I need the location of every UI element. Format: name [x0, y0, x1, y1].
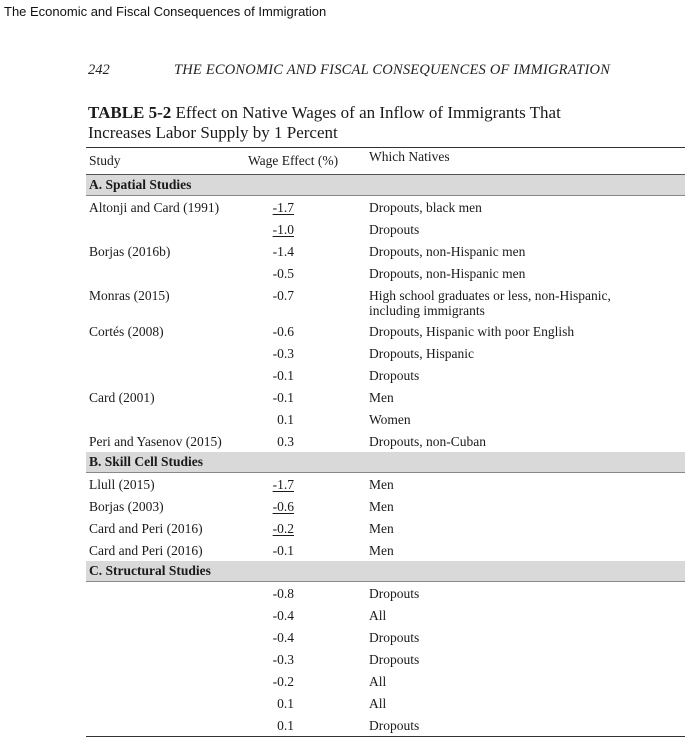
which-natives-cell: High school graduates or less, non-Hispanic, including immigrants — [369, 288, 611, 318]
wage-effect-value: -0.4 — [272, 630, 294, 645]
which-natives-cell: Men — [369, 543, 394, 558]
table-row — [86, 582, 685, 604]
wage-effect-value: 0.3 — [277, 434, 294, 449]
table-row — [86, 495, 685, 517]
table-header-row — [86, 148, 685, 175]
wage-effect-value: -0.1 — [272, 368, 294, 383]
table-bottom-rule — [86, 736, 685, 737]
wage-effect-value: -0.3 — [272, 652, 294, 667]
table-caption — [88, 103, 648, 143]
wage-effect-value: -1.0 — [272, 222, 294, 237]
wage-effect-value: -0.4 — [272, 608, 294, 623]
study-cell: Peri and Yasenov (2015) — [89, 434, 222, 449]
table-row — [86, 342, 685, 364]
which-natives-cell: Dropouts — [369, 652, 420, 667]
section-heading-label: C. Structural Studies — [89, 563, 211, 578]
which-natives-cell: Dropouts — [369, 222, 420, 237]
which-natives-cell: Dropouts, non-Cuban — [369, 434, 486, 449]
which-natives-cell: Dropouts — [369, 630, 420, 645]
which-natives-cell: All — [369, 674, 387, 689]
wage-effect-value: -0.2 — [272, 521, 294, 536]
table-title-line2: Increases Labor Supply by 1 Percent — [88, 123, 338, 142]
wage-effect-value: -0.2 — [272, 674, 294, 689]
which-natives-cell: Dropouts — [369, 718, 420, 733]
which-natives-cell: Dropouts — [369, 368, 420, 383]
wage-effect-value: -0.1 — [272, 543, 294, 558]
section-heading-label: A. Spatial Studies — [89, 177, 192, 192]
column-header-which-natives: Which Natives — [369, 149, 450, 164]
study-cell: Borjas (2003) — [89, 499, 164, 514]
section-heading-label: B. Skill Cell Studies — [89, 454, 204, 469]
which-natives-cell: All — [369, 608, 387, 623]
table-row — [86, 430, 685, 452]
table-row — [86, 670, 685, 692]
table-row — [86, 284, 685, 320]
wage-effect-value: -1.7 — [272, 477, 294, 492]
table-row — [86, 648, 685, 670]
wage-effect-value: 0.1 — [277, 718, 294, 733]
study-cell: Borjas (2016b) — [89, 244, 171, 259]
wage-effect-value: -0.1 — [272, 390, 294, 405]
table-label: TABLE 5-2 — [88, 103, 172, 122]
section-heading — [86, 561, 685, 582]
study-cell: Card (2001) — [89, 390, 155, 405]
wage-effect-table — [86, 147, 685, 737]
table-row — [86, 320, 685, 342]
study-cell: Card and Peri (2016) — [89, 521, 203, 536]
table-row — [86, 240, 685, 262]
which-natives-cell: Men — [369, 390, 394, 405]
table-row — [86, 517, 685, 539]
table-row — [86, 604, 685, 626]
which-natives-cell: Men — [369, 499, 394, 514]
wage-effect-value: -1.4 — [272, 244, 294, 259]
window-title: The Economic and Fiscal Consequences of Immigration — [4, 4, 327, 19]
table-row — [86, 386, 685, 408]
wage-effect-value: -0.5 — [272, 266, 294, 281]
study-cell: Cortés (2008) — [89, 324, 164, 339]
table-row — [86, 473, 685, 495]
wage-effect-value: -0.6 — [272, 499, 294, 514]
table-row — [86, 364, 685, 386]
wage-effect-value: 0.1 — [277, 412, 294, 427]
table-row — [86, 408, 685, 430]
section-heading — [86, 175, 685, 196]
page-number: 242 — [88, 62, 110, 78]
which-natives-cell: Dropouts, non-Hispanic men — [369, 266, 526, 281]
which-natives-cell: Dropouts — [369, 586, 420, 601]
wage-effect-value: 0.1 — [277, 696, 294, 711]
table-title-line1: Effect on Native Wages of an Inflow of Immigrants That — [175, 103, 561, 122]
table-row — [86, 714, 685, 736]
study-cell: Llull (2015) — [89, 477, 155, 492]
study-cell: Monras (2015) — [89, 288, 170, 303]
which-natives-cell: Dropouts, black men — [369, 200, 482, 215]
study-cell: Card and Peri (2016) — [89, 543, 203, 558]
which-natives-cell: Dropouts, non-Hispanic men — [369, 244, 526, 259]
table-row — [86, 218, 685, 240]
study-cell: Altonji and Card (1991) — [89, 200, 220, 215]
table-row — [86, 626, 685, 648]
wage-effect-value: -1.7 — [272, 200, 294, 215]
table-row — [86, 196, 685, 218]
running-head-title: THE ECONOMIC AND FISCAL CONSEQUENCES OF IMMIGRATION — [174, 62, 611, 78]
which-natives-cell: All — [369, 696, 387, 711]
wage-effect-value: -0.6 — [272, 324, 294, 339]
which-natives-cell: Dropouts, Hispanic — [369, 346, 474, 361]
wage-effect-value: -0.7 — [272, 288, 294, 303]
wage-effect-value: -0.8 — [272, 586, 294, 601]
column-header-wage-effect: Wage Effect (%) — [248, 153, 339, 168]
which-natives-cell: Women — [369, 412, 411, 427]
table-row — [86, 539, 685, 561]
section-heading — [86, 452, 685, 473]
wage-effect-value: -0.3 — [272, 346, 294, 361]
which-natives-cell: Men — [369, 521, 394, 536]
table-row — [86, 262, 685, 284]
which-natives-cell: Men — [369, 477, 394, 492]
table-row — [86, 692, 685, 714]
which-natives-cell: Dropouts, Hispanic with poor English — [369, 324, 575, 339]
column-header-study: Study — [89, 153, 121, 168]
